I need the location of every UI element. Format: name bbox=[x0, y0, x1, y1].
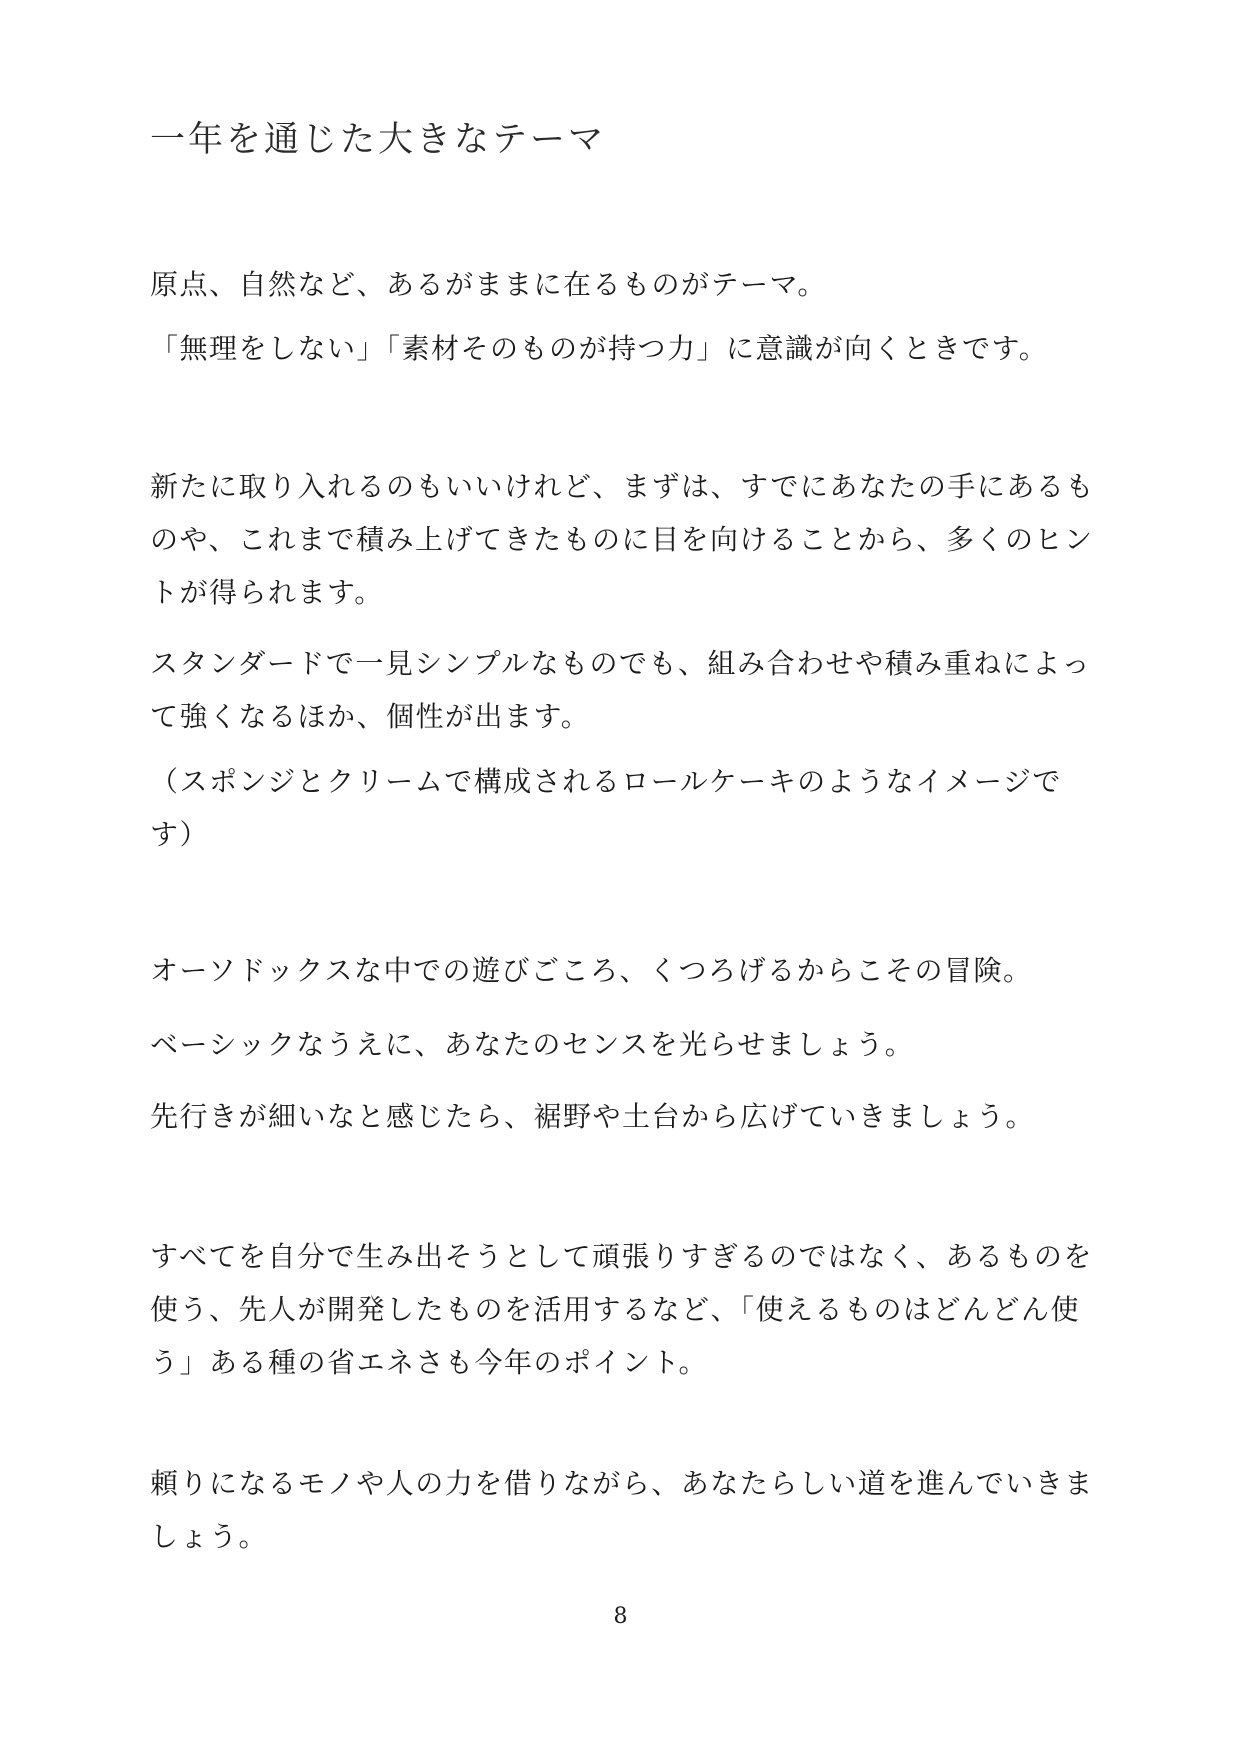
text-line: 先行きが細いなと感じたら、裾野や土台から広げていきましょう。 bbox=[150, 1100, 1036, 1133]
text-line: ベーシックなうえに、あなたのセンスを光らせましょう。 bbox=[150, 1028, 915, 1061]
text-line: （スポンジとクリームで構成されるロールケーキのようなイメージで bbox=[150, 765, 1062, 798]
text-line: オーソドックスな中での遊びごころ、くつろげるからこその冒険。 bbox=[150, 954, 1033, 987]
text-line: スタンダードで一見シンプルなものでも、組み合わせや積み重ねによっ bbox=[150, 647, 1092, 680]
text-line: のや、これまで積み上げてきたものに目を向けることから、多くのヒン bbox=[150, 523, 1094, 556]
paragraph bbox=[150, 460, 1095, 619]
paragraph bbox=[150, 258, 1090, 311]
text-line: 新たに取り入れるのもいいけれど、まずは、すでにあなたの手にあるも bbox=[150, 470, 1095, 503]
paragraph bbox=[150, 1018, 1090, 1071]
text-line: て強くなるほか、個性が出ます。 bbox=[150, 700, 591, 733]
text-line: トが得られます。 bbox=[150, 576, 384, 609]
text-line: しょう。 bbox=[150, 1520, 269, 1553]
text-line: すべてを自分で生み出そうとして頑張りすぎるのではなく、あるものを bbox=[150, 1240, 1093, 1273]
paragraph bbox=[150, 1457, 1094, 1563]
paragraph bbox=[150, 322, 1090, 375]
paragraph bbox=[150, 755, 1090, 861]
paragraph bbox=[150, 944, 1090, 997]
text-line: す） bbox=[150, 818, 210, 851]
page-number: 8 bbox=[613, 1604, 628, 1629]
text-line: 「無理をしない」「素材そのものが持つ力」に意識が向くときです。 bbox=[150, 332, 1049, 365]
text-line: う」ある種の省エネさも今年のポイント。 bbox=[150, 1346, 708, 1379]
paragraph bbox=[150, 1230, 1093, 1389]
text-line: 使う、先人が開発したものを活用するなど、「使えるものはどんどん使 bbox=[150, 1293, 1081, 1326]
text-line: 頼りになるモノや人の力を借りながら、あなたらしい道を進んでいきま bbox=[150, 1467, 1094, 1500]
paragraph bbox=[150, 1090, 1090, 1143]
paragraph bbox=[150, 637, 1090, 743]
section-heading: 一年を通じた大きなテーマ bbox=[150, 120, 607, 160]
text-line: 原点、自然など、あるがままに在るものがテーマ。 bbox=[150, 268, 827, 301]
